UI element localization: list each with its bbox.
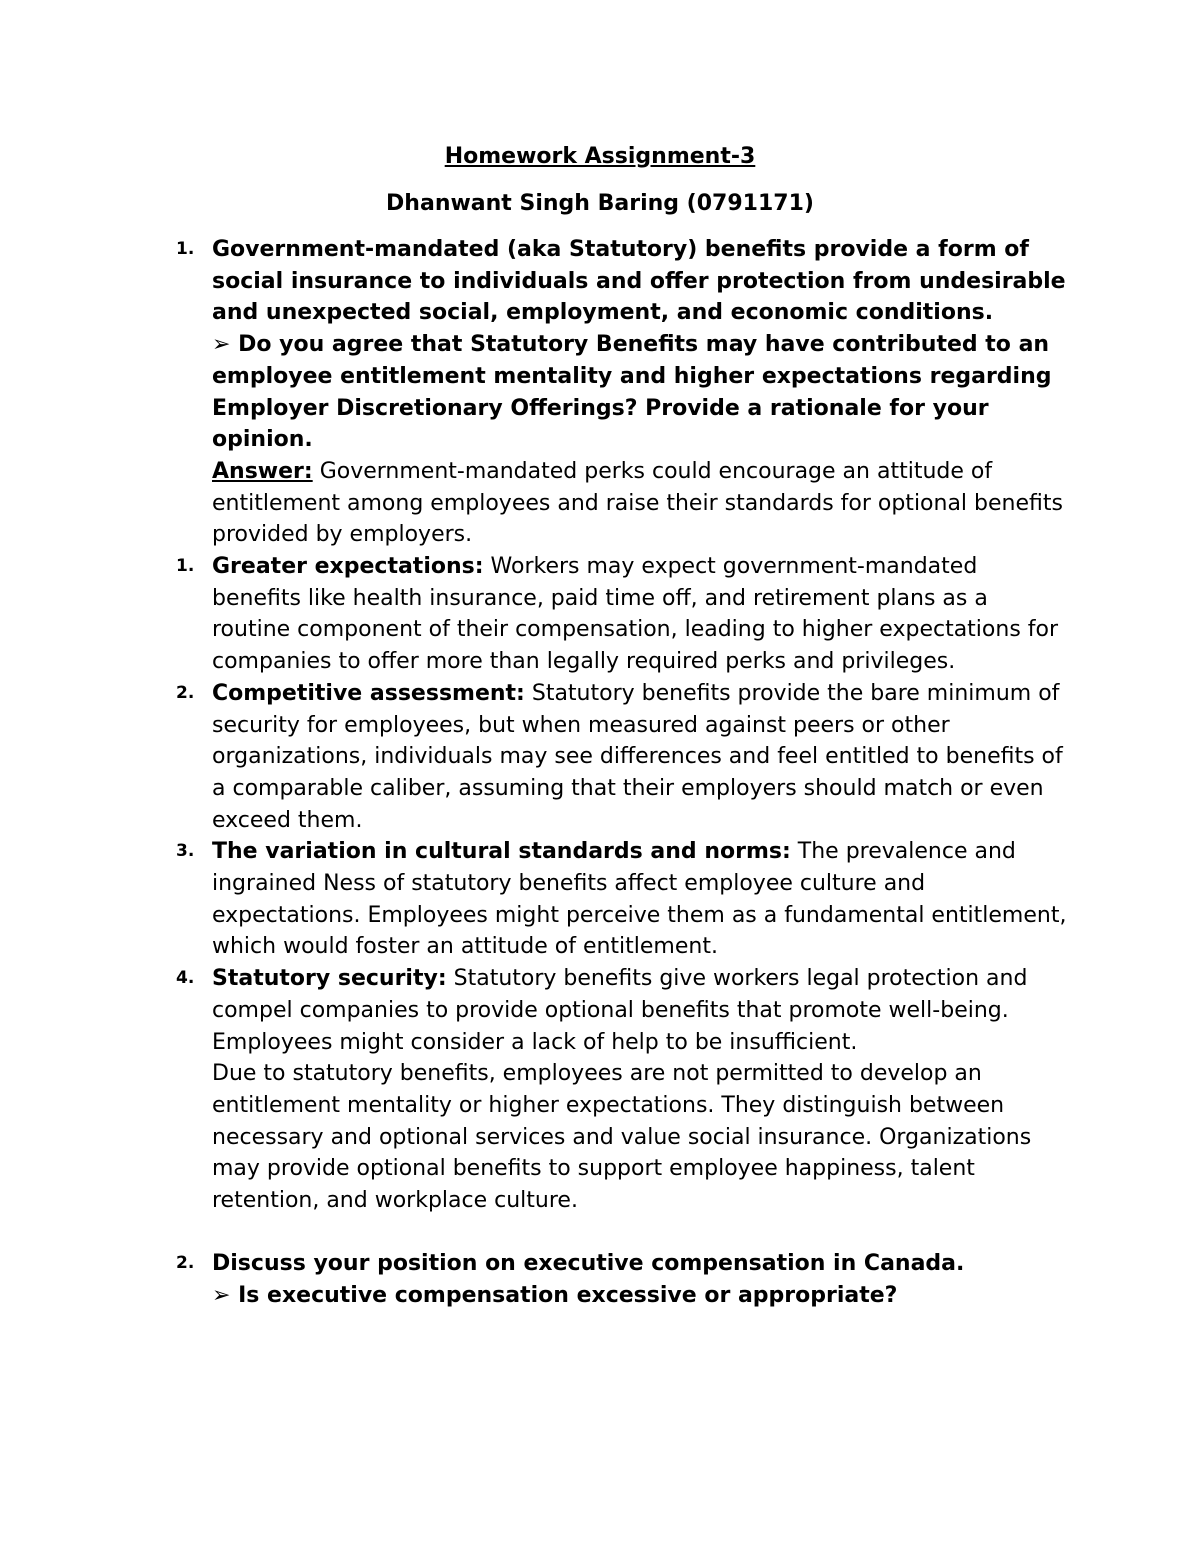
- question-1-answer: [212, 456, 1072, 551]
- point-text: Statutory benefits provide the bare minimum of security for employees, but when measured against peers or other organizations, individuals may see differences and feel entitled to benefits of a comparable caliber, assuming that their employers should match or even exceed them.: [212, 680, 1063, 833]
- point-heading: Statutory security:: [212, 966, 447, 992]
- point-paragraph: [212, 551, 1072, 678]
- question-2-subquestion: [212, 1280, 1072, 1312]
- question-1-subquestion-text: Do you agree that Statutory Benefits may have contributed to an employee entitlement mentality and higher expectations regarding Employer Discretionary Offerings? Provide a rationale for your opinion.: [212, 332, 1052, 453]
- question-1-number: 1.: [176, 239, 195, 259]
- point-number: 3.: [176, 841, 195, 862]
- point-heading: Greater expectations:: [212, 554, 484, 580]
- question-2-subquestion-text: Is executive compensation excessive or appropriate?: [238, 1283, 898, 1309]
- point-paragraph: [212, 963, 1072, 1058]
- point-item: [176, 551, 1072, 678]
- point-item: [176, 836, 1072, 963]
- answer-text: Government-mandated perks could encourage an attitude of entitlement among employees and raise their standards for optional benefits provided by employers.: [212, 458, 1063, 548]
- point-heading: Competitive assessment:: [212, 680, 525, 706]
- point-item: [176, 678, 1072, 837]
- point-paragraph: [212, 836, 1072, 963]
- point-text: Statutory benefits give workers legal protection and compel companies to provide optional benefits that promote well-being. Employees might consider a lack of help to be insufficient.: [212, 966, 1028, 1055]
- arrow-bullet-icon: ➢: [212, 1283, 231, 1309]
- point-number: 1.: [176, 556, 195, 577]
- question-2: [176, 1248, 1072, 1311]
- point-text: Workers may expect government-mandated benefits like health insurance, paid time off, and retirement plans as a routine component of their compensation, leading to higher expectations for companies to offer more than legally required perks and privileges.: [212, 554, 1059, 675]
- conclusion-paragraph: Due to statutory benefits, employees are not permitted to develop an entitlement mentality or higher expectations. They distinguish between necessary and optional services and value social insurance. Organizations may provide optional benefits to support employee happiness, talent retention, and workplace culture.: [212, 1061, 1032, 1214]
- question-2-text: Discuss your position on executive compensation in Canada.: [212, 1251, 965, 1277]
- arrow-bullet-icon: ➢: [212, 332, 231, 358]
- point-number: 4.: [176, 968, 195, 989]
- point-heading: The variation in cultural standards and norms:: [212, 839, 791, 865]
- question-1-subquestion: [212, 329, 1072, 456]
- question-1: [176, 234, 1072, 551]
- question-1-text: Government-mandated (aka Statutory) benefits provide a form of social insurance to individuals and offer protection from undesirable and unexpected social, employment, and economic conditions.: [212, 237, 1066, 326]
- point-number: 2.: [176, 682, 195, 703]
- document-body: [176, 234, 1072, 1312]
- point-paragraph: [212, 678, 1072, 837]
- document-title: Homework Assignment-3: [444, 144, 756, 169]
- author-line: Dhanwant Singh Baring (0791171): [386, 191, 814, 216]
- point-text: The prevalence and ingrained Ness of statutory benefits affect employee culture and expectations. Employees might perceive them as a fundamental entitlement, which would foster an attitude of entitlement.: [212, 839, 1067, 960]
- point-item: [176, 963, 1072, 1217]
- spacer: [212, 1217, 1072, 1249]
- question-2-number: 2.: [176, 1253, 195, 1274]
- answer-label: Answer:: [212, 458, 313, 484]
